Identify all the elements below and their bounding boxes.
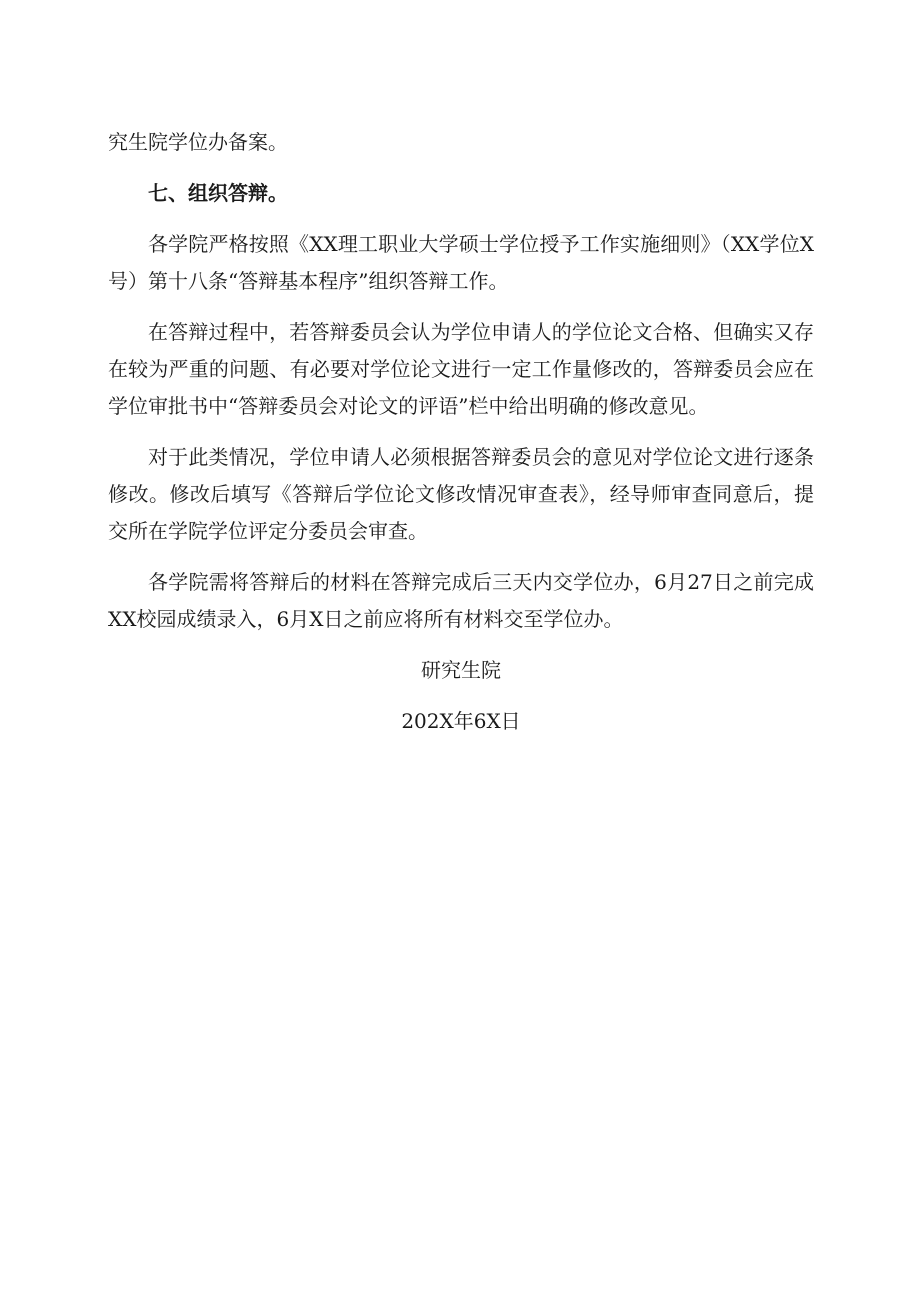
- signature-org: 研究生院: [421, 658, 501, 682]
- signature-date: 202X年6X日: [401, 709, 521, 733]
- section-heading: 七、组织答辩。: [148, 181, 288, 205]
- continuation-text: 究生院学位办备案。: [108, 130, 288, 154]
- paragraph-revision-process: 对于此类情况，学位申请人必须根据答辩委员会的意见对学位论文进行逐条修改。修改后填写《答辩后学位论文修改情况审查表》，经导师审查同意后，提交所在学院学位评定分委员会审查。: [108, 445, 814, 543]
- paragraph-deadlines: 各学院需将答辩后的材料在答辩完成后三天内交学位办，6月27日之前完成XX校园成绩录入，6月X日之前应将所有材料交至学位办。: [108, 570, 814, 631]
- document-page: [108, 124, 814, 754]
- paragraph-procedure: 各学院严格按照《XX理工职业大学硕士学位授予工作实施细则》（XX学位X号）第十八条“答辩基本程序”组织答辩工作。: [108, 232, 814, 293]
- paragraph-revision-requirement: 在答辩过程中，若答辩委员会认为学位申请人的学位论文合格、但确实又存在较为严重的问题、有必要对学位论文进行一定工作量修改的，答辩委员会应在学位审批书中“答辩委员会对论文的评语”栏中给出明确的修改意见。: [108, 320, 814, 418]
